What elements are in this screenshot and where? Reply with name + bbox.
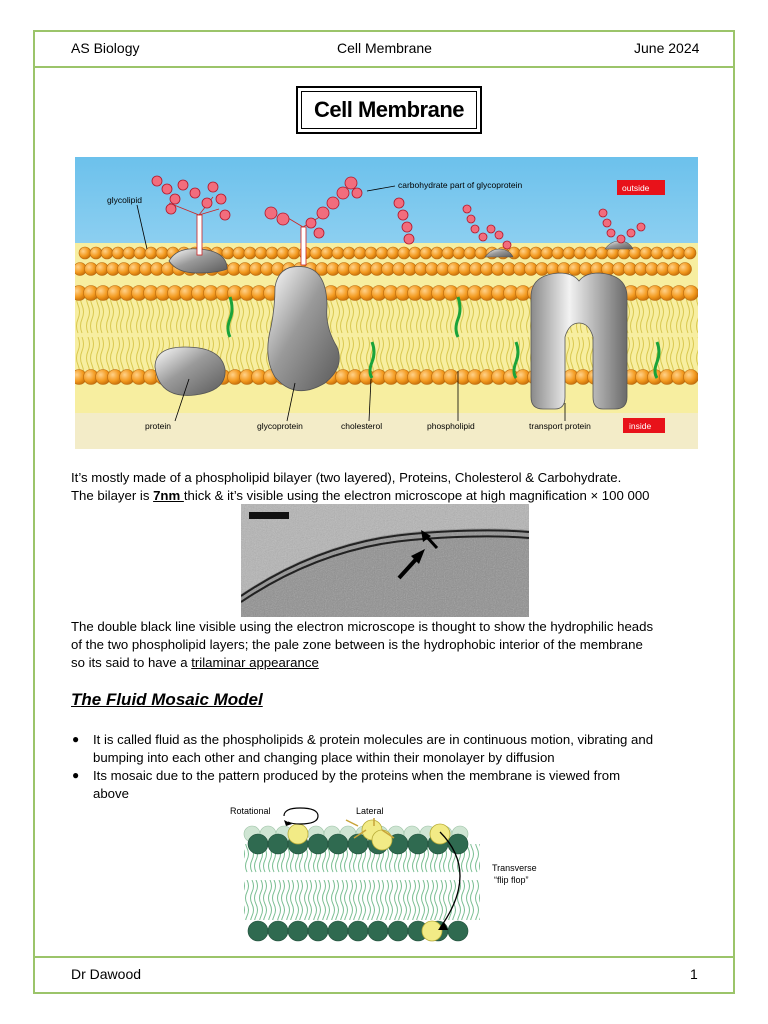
phospholipid-head	[679, 263, 692, 276]
phospholipid-head	[376, 247, 388, 259]
phospholipid-head	[409, 247, 421, 259]
fluid-phospholipid-head	[268, 834, 288, 854]
composition-text: It’s mostly made of a phospholipid bilayer (two layered), Proteins, Cholesterol & Carbohydrate.	[71, 470, 622, 485]
phospholipid-head	[277, 247, 289, 259]
micrograph-explanation-line1: The double black line visible using the electron microscope is thought to show the hydrophilic heads	[71, 619, 654, 634]
fluid-phospholipid-head	[248, 834, 268, 854]
phospholipid-head	[332, 247, 344, 259]
integral-protein	[155, 347, 225, 395]
phospholipid-head	[673, 247, 685, 259]
moving-phospholipid-head	[430, 824, 450, 844]
phospholipid-head	[134, 247, 146, 259]
fluid-phospholipid-head	[328, 834, 348, 854]
fluid-phospholipid-head	[388, 921, 408, 941]
fluid-phospholipid-head	[408, 834, 428, 854]
label-glycoprotein: glycoprotein	[257, 421, 303, 431]
header-topic: Cell Membrane	[337, 40, 432, 56]
fluid-phospholipid-head	[268, 921, 288, 941]
fluid-outer-heads	[248, 820, 468, 854]
phospholipid-head	[79, 247, 91, 259]
phospholipid-head	[684, 286, 699, 301]
phospholipid-head	[255, 247, 267, 259]
electron-micrograph	[241, 504, 529, 617]
phospholipid-head	[574, 247, 586, 259]
bullet-mosaic-line1: Its mosaic due to the pattern produced by the proteins when the membrane is viewed from	[93, 768, 621, 783]
fluid-mosaic-diagram	[222, 800, 552, 945]
label-protein: protein	[145, 421, 171, 431]
header-rule	[33, 66, 735, 68]
phospholipid-head	[453, 247, 465, 259]
label-transverse: Transverse	[492, 863, 537, 873]
phospholipid-head	[431, 247, 443, 259]
bullet-dot: ●	[72, 768, 80, 782]
fluid-tails	[244, 844, 480, 920]
bullet-dot: ●	[72, 732, 80, 746]
label-flip-flop: “flip flop”	[494, 875, 529, 885]
fluid-phospholipid-head	[308, 921, 328, 941]
phospholipid-head	[640, 247, 652, 259]
fluid-phospholipid-head	[288, 921, 308, 941]
fluid-phospholipid-head	[348, 921, 368, 941]
phospholipid-head	[310, 247, 322, 259]
phospholipid-head	[321, 247, 333, 259]
phospholipid-head	[585, 247, 597, 259]
phospholipid-head	[398, 247, 410, 259]
trilaminar-term: trilaminar appearance	[191, 655, 319, 670]
fluid-phospholipid-head	[328, 921, 348, 941]
phospholipid-head	[354, 247, 366, 259]
footer-page-number: 1	[690, 966, 698, 982]
phospholipid-head	[651, 247, 663, 259]
phospholipid-head	[662, 247, 674, 259]
bullet-fluid-line1: It is called fluid as the phospholipids & protein molecules are in continuous motion, vibrating and	[93, 732, 654, 747]
phospholipid-head	[101, 247, 113, 259]
title-box	[296, 86, 482, 134]
phospholipid-head	[156, 247, 168, 259]
phospholipid-head	[233, 247, 245, 259]
phospholipid-head	[552, 247, 564, 259]
label-transport-protein: transport protein	[529, 421, 591, 431]
phospholipid-head	[563, 247, 575, 259]
moving-phospholipid-head	[422, 921, 442, 941]
label-inside: inside	[629, 421, 652, 431]
membrane-diagram	[75, 157, 698, 449]
moving-phospholipid-head	[372, 830, 392, 850]
section-title-fluid-mosaic: The Fluid Mosaic Model	[71, 690, 263, 709]
fluid-phospholipid-head	[448, 834, 468, 854]
phospholipid-head	[684, 370, 699, 385]
fluid-phospholipid-head	[368, 921, 388, 941]
header-subject: AS Biology	[71, 40, 140, 56]
phospholipid-head	[266, 247, 278, 259]
fluid-phospholipid-head	[248, 921, 268, 941]
thickness-value: 7nm	[153, 488, 184, 503]
phospholipid-head	[222, 247, 234, 259]
phospholipid-head	[684, 247, 696, 259]
label-carbohydrate: carbohydrate part of glycoprotein	[398, 180, 523, 190]
phospholipid-head	[90, 247, 102, 259]
micrograph-explanation-line2: of the two phospholipid layers; the pale zone between is the hydrophobic interior of the membrane	[71, 637, 643, 652]
moving-phospholipid-head	[288, 824, 308, 844]
phospholipid-head	[464, 247, 476, 259]
phospholipid-head	[442, 247, 454, 259]
label-lateral: Lateral	[356, 806, 384, 816]
footer-rule	[33, 956, 735, 958]
fluid-phospholipid-head	[448, 921, 468, 941]
fluid-phospholipid-head	[308, 834, 328, 854]
thickness-prefix: The bilayer is	[71, 488, 154, 503]
phospholipid-head	[112, 247, 124, 259]
page-title: Cell Membrane	[301, 91, 477, 129]
trilaminar-prefix: so its said to have a	[71, 655, 192, 670]
bullet-mosaic-line2: above	[93, 786, 129, 801]
label-glycolipid: glycolipid	[107, 195, 142, 205]
phospholipid-head	[420, 247, 432, 259]
phospholipid-head	[343, 247, 355, 259]
phospholipid-head	[365, 247, 377, 259]
rotational-arrow	[284, 808, 318, 824]
label-rotational: Rotational	[230, 806, 271, 816]
thickness-suffix: thick & it’s visible using the electron microscope at high magnification × 100 000	[183, 488, 650, 503]
thickness-text	[71, 487, 649, 505]
label-phospholipid: phospholipid	[427, 421, 475, 431]
micrograph-explanation-line3	[71, 654, 319, 672]
phospholipid-head	[530, 247, 542, 259]
phospholipid-head	[123, 247, 135, 259]
label-outside: outside	[622, 183, 650, 193]
phospholipid-head	[288, 247, 300, 259]
footer-author: Dr Dawood	[71, 966, 142, 982]
fluid-inner-heads	[248, 921, 468, 941]
phospholipid-head	[519, 247, 531, 259]
phospholipid-head	[541, 247, 553, 259]
phospholipid-head	[387, 247, 399, 259]
header-date: June 2024	[634, 40, 700, 56]
label-cholesterol: cholesterol	[341, 421, 383, 431]
bullet-fluid-line2: bumping into each other and changing place within their monolayer by diffusion	[93, 750, 555, 765]
phospholipid-head	[244, 247, 256, 259]
